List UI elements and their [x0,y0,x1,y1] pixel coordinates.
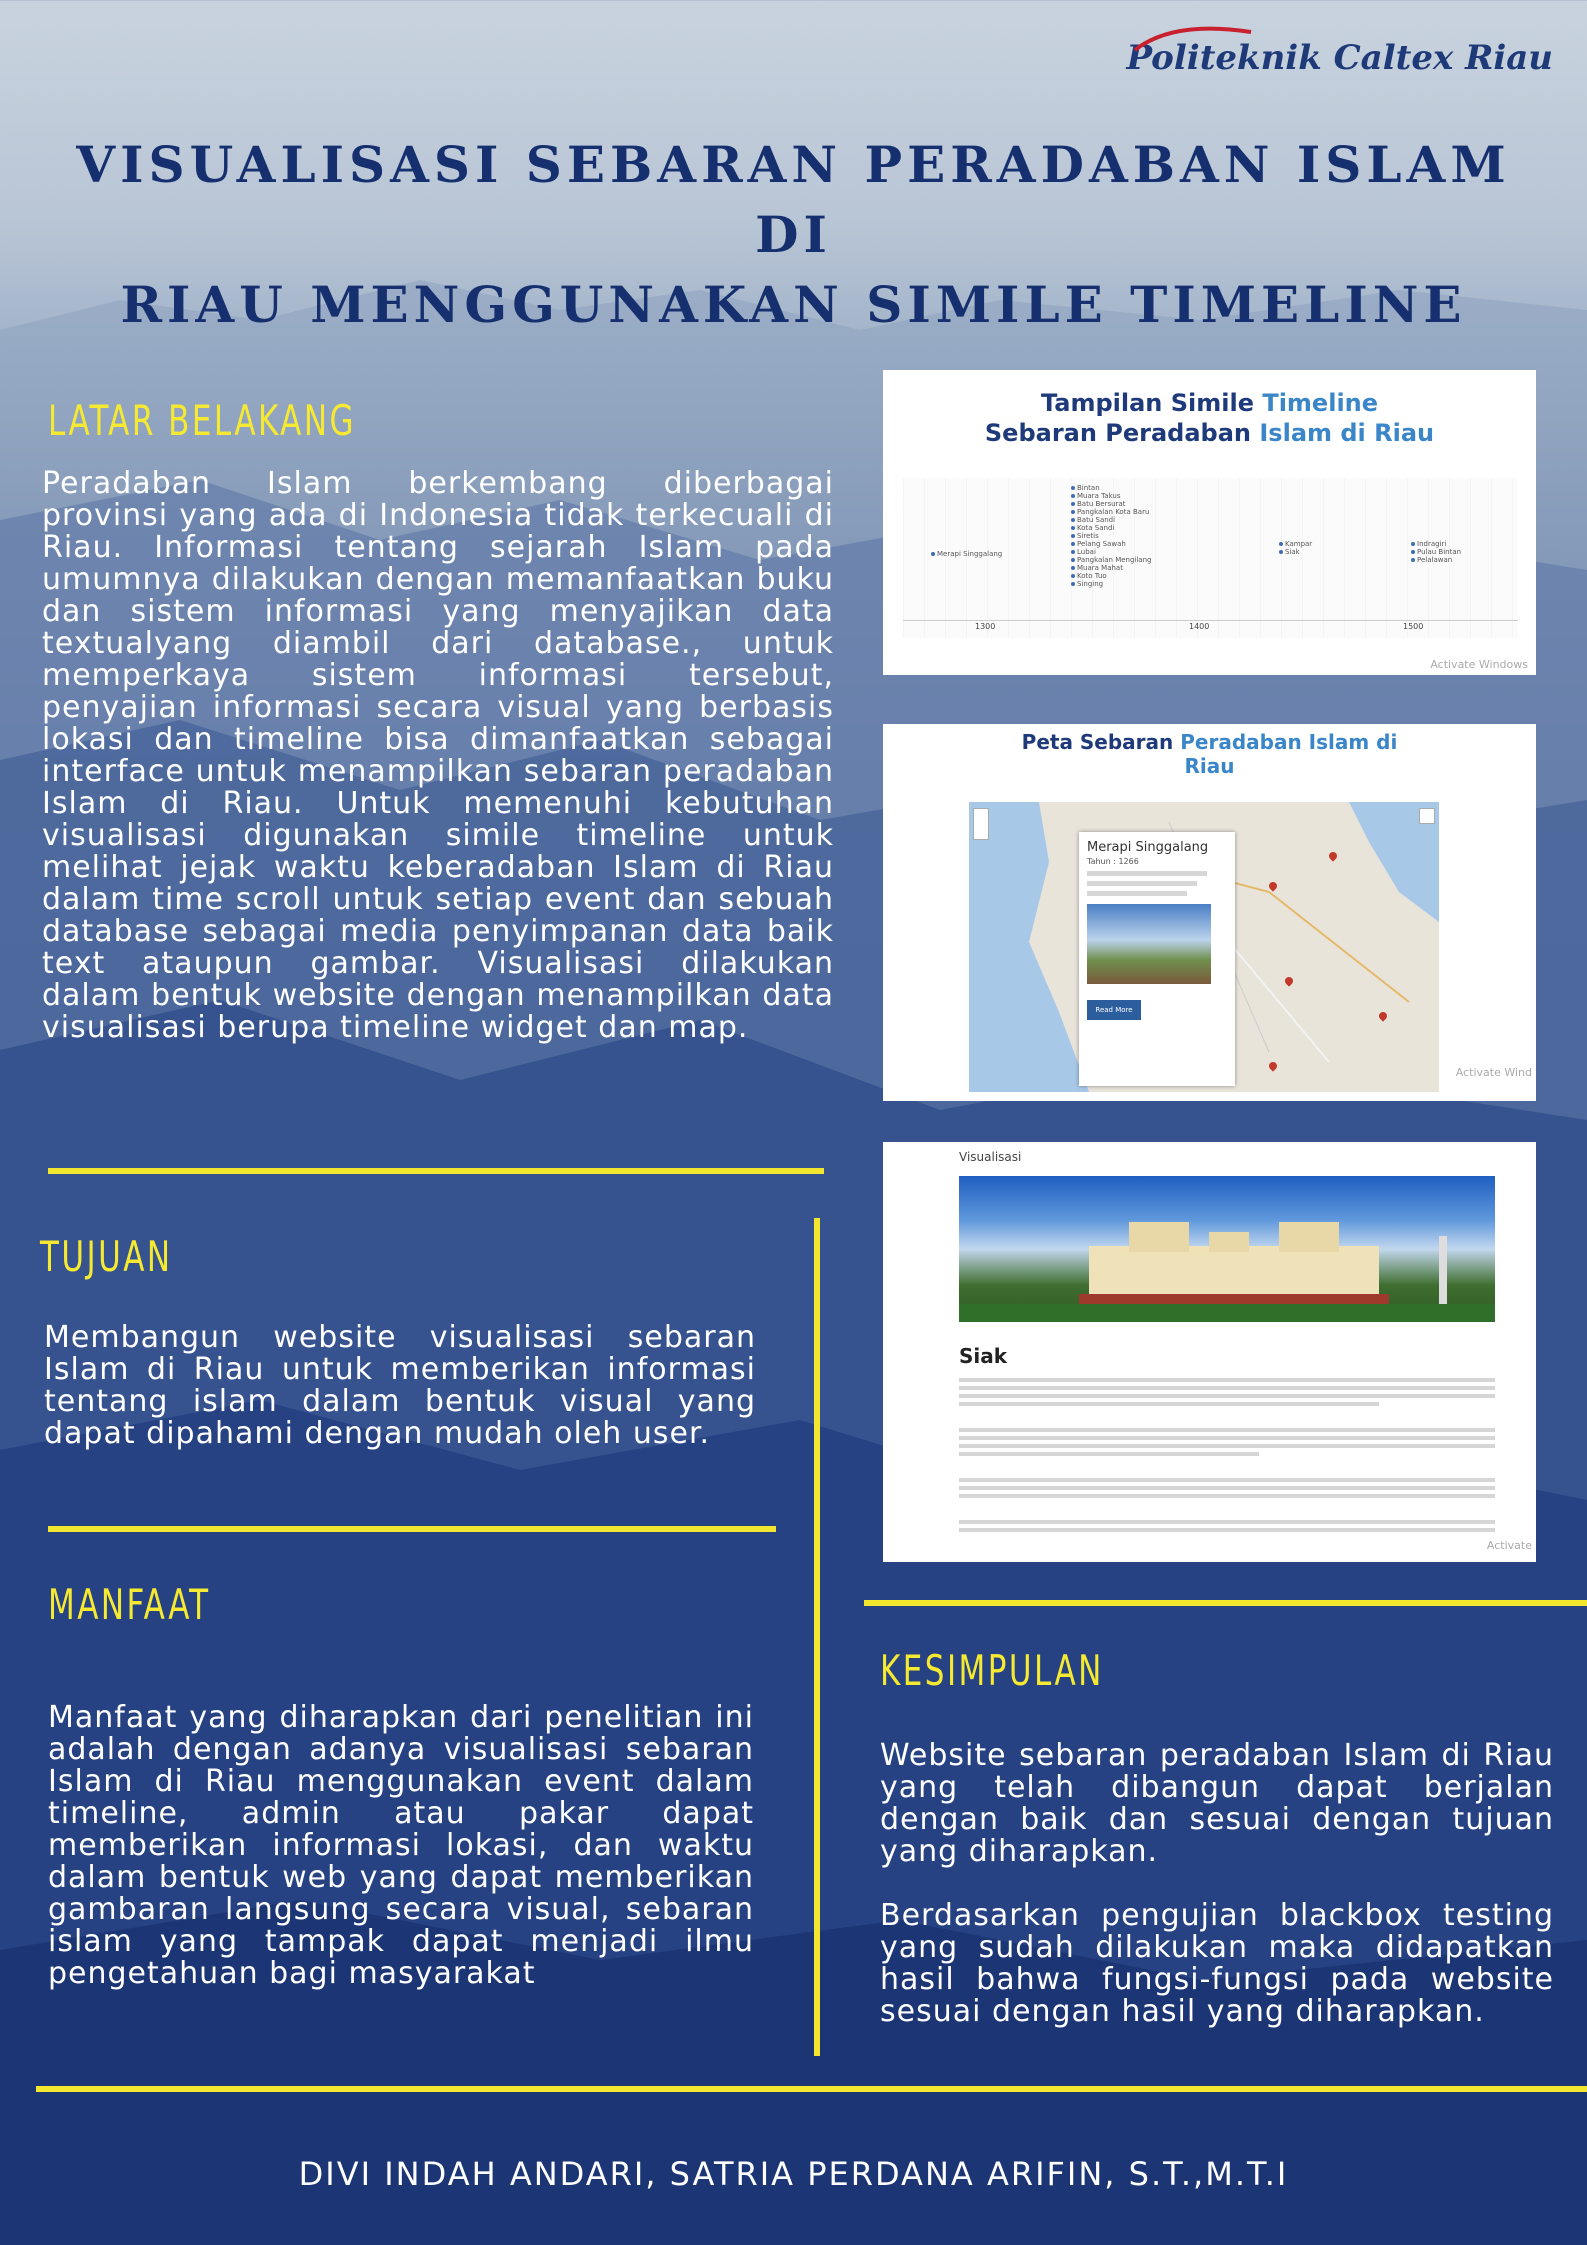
timeline-event[interactable]: Batu Sandi [1071,516,1151,524]
popup-image [1087,904,1211,984]
timeline-event[interactable]: Pangkalan Mengilang [1071,556,1151,564]
article-screenshot [883,1142,1536,1562]
authors-footer: DIVI INDAH ANDARI, SATRIA PERDANA ARIFIN, S.T.,M.T.I [298,2155,1289,2193]
timeline-event[interactable]: Koto Tuo [1071,572,1151,580]
activate-windows-watermark: Activate Windows [1430,658,1528,671]
latar-belakang-heading: LATAR BELAKANG [48,396,356,445]
timeline-event[interactable]: Pelalawan [1411,556,1461,564]
popup-text-line [1087,871,1207,876]
divider-line [48,1526,776,1532]
palace-photo [959,1176,1495,1322]
article-title: Siak [959,1344,1008,1368]
tujuan-text: Membangun website visualisasi sebaran Islam di Riau untuk memberikan informasi tentang islam dalam bentuk visual yang dapat dipahami dengan mudah oleh user. [44,1320,756,1451]
timeline-event[interactable]: Bintan [1071,484,1151,492]
timeline-tick-label: 1500 [1403,622,1424,631]
map-screenshot-title: Peta Sebaran Peradaban Islam di Riau [1021,730,1398,778]
map-zoom-control[interactable] [973,808,989,840]
article-body [959,1374,1495,1536]
kesimpulan-heading: KESIMPULAN [880,1646,1104,1695]
vertical-divider [814,1218,820,2056]
timeline-event-group [1279,540,1312,556]
timeline-event-group [1071,484,1151,588]
timeline-event[interactable]: Muara Takus [1071,492,1151,500]
article-text-line [959,1528,1495,1532]
poster-title-line-1: VISUALISASI SEBARAN PERADABAN ISLAM DI [76,135,1511,264]
institution-name: Politeknik Caltex Riau [1126,38,1553,78]
kesimpulan-text-2: Berdasarkan pengujian blackbox testing yang sudah dilakukan maka didapatkan hasil bahwa fungsi-fungsi pada website sesuai dengan hasil yang diharapkan. [880,1898,1554,2029]
divider-line [48,1168,824,1174]
timeline-event[interactable]: Merapi Singgalang [931,550,1002,558]
timeline-event[interactable]: Siak [1279,548,1312,556]
poster-title-line-2: RIAU MENGGUNAKAN SIMILE TIMELINE [120,275,1467,334]
article-text-line [959,1478,1495,1482]
article-page-header: Visualisasi [959,1150,1022,1164]
timeline-event[interactable]: Pulau Bintan [1411,548,1461,556]
timeline-screenshot [883,370,1536,675]
article-text-line [959,1402,1379,1406]
tujuan-heading: TUJUAN [40,1232,173,1281]
article-text-line [959,1394,1495,1398]
timeline-event[interactable]: Pelang Sawah [1071,540,1151,548]
manfaat-heading: MANFAAT [48,1580,211,1629]
timeline-widget[interactable] [903,478,1518,638]
timeline-event[interactable]: Singing [1071,580,1151,588]
timeline-tick-label: 1400 [1189,622,1210,631]
timeline-event[interactable]: Batu Bersurat [1071,500,1151,508]
article-text-line [959,1452,1259,1456]
timeline-tick-label: 1300 [975,622,996,631]
timeline-event[interactable]: Siretis [1071,532,1151,540]
map-popup [1079,832,1235,1086]
kesimpulan-text-1: Website sebaran peradaban Islam di Riau yang telah dibangun dapat berjalan dengan baik dan sesuai dengan tujuan yang diharapkan. [880,1738,1554,1869]
timeline-event[interactable]: Kota Sandi [1071,524,1151,532]
popup-text-line [1087,881,1197,886]
timeline-event-group [1411,540,1461,564]
article-text-line [959,1444,1495,1448]
popup-text-line [1087,891,1187,896]
poster-title [40,130,1547,340]
timeline-event[interactable]: Muara Mahat [1071,564,1151,572]
article-text-line [959,1436,1495,1440]
manfaat-text: Manfaat yang diharapkan dari penelitian ini adalah dengan adanya visualisasi sebaran Islam di Riau menggunakan event dalam timeline, admin atau pakar dapat memberikan informasi lokasi, dan waktu dalam bentuk web yang dapat memberikan gambaran langsung secara visual, sebaran islam yang tampak dapat menjadi ilmu pengetahuan bagi masyarakat [48,1700,754,1991]
article-text-line [959,1494,1495,1498]
map-screenshot [883,724,1536,1101]
latar-belakang-text: Peradaban Islam berkembang diberbagai provinsi yang ada di Indonesia tidak terkecuali di Riau. Informasi tentang sejarah Islam pada umumnya dilakukan dengan memanfaatkan buku dan sistem informasi yang menyajikan data textualyang diambil dari database., untuk memperkaya sistem informasi tersebut, penyajian informasi secara visual yang berbasis lokasi dan timeline bisa dimanfaatkan sebagai interface untuk menampilkan sebaran peradaban Islam di Riau. Untuk memenuhi kebutuhan visualisasi digunakan simile timeline untuk melihat jejak waktu keberadaban Islam di Riau dalam time scroll untuk setiap event dan sebuah database sebagai media penyimpanan data baik text ataupun gambar. Visualisasi dilakukan dalam bentuk website dengan menampilkan data visualisasi berupa timeline widget dan map. [42,466,834,1045]
activate-windows-watermark: Activate [1486,1539,1532,1552]
timeline-event[interactable]: Pangkalan Kota Baru [1071,508,1151,516]
timeline-axis [903,620,1518,621]
institution-logo [1127,38,1553,78]
bottom-divider-line [36,2086,1587,2092]
timeline-event[interactable]: Kampar [1279,540,1312,548]
read-more-button[interactable]: Read More [1087,1000,1141,1020]
timeline-event[interactable]: Lubai [1071,548,1151,556]
popup-year: Tahun : 1266 [1087,857,1139,866]
popup-title: Merapi Singgalang [1087,840,1209,855]
divider-line [864,1600,1587,1606]
palace-illustration [959,1176,1495,1322]
article-text-line [959,1520,1495,1524]
map-layers-control[interactable] [1419,808,1435,824]
article-text-line [959,1428,1495,1432]
article-text-line [959,1378,1495,1382]
article-text-line [959,1486,1495,1490]
swoosh-icon [1133,24,1253,54]
activate-windows-watermark: Activate Wind [1455,1066,1532,1079]
article-text-line [959,1386,1495,1390]
timeline-event[interactable]: Indragiri [1411,540,1461,548]
timeline-screenshot-title: Tampilan Simile Timeline Sebaran Peradaban Islam di Riau [984,389,1435,447]
map-widget[interactable] [969,802,1439,1092]
